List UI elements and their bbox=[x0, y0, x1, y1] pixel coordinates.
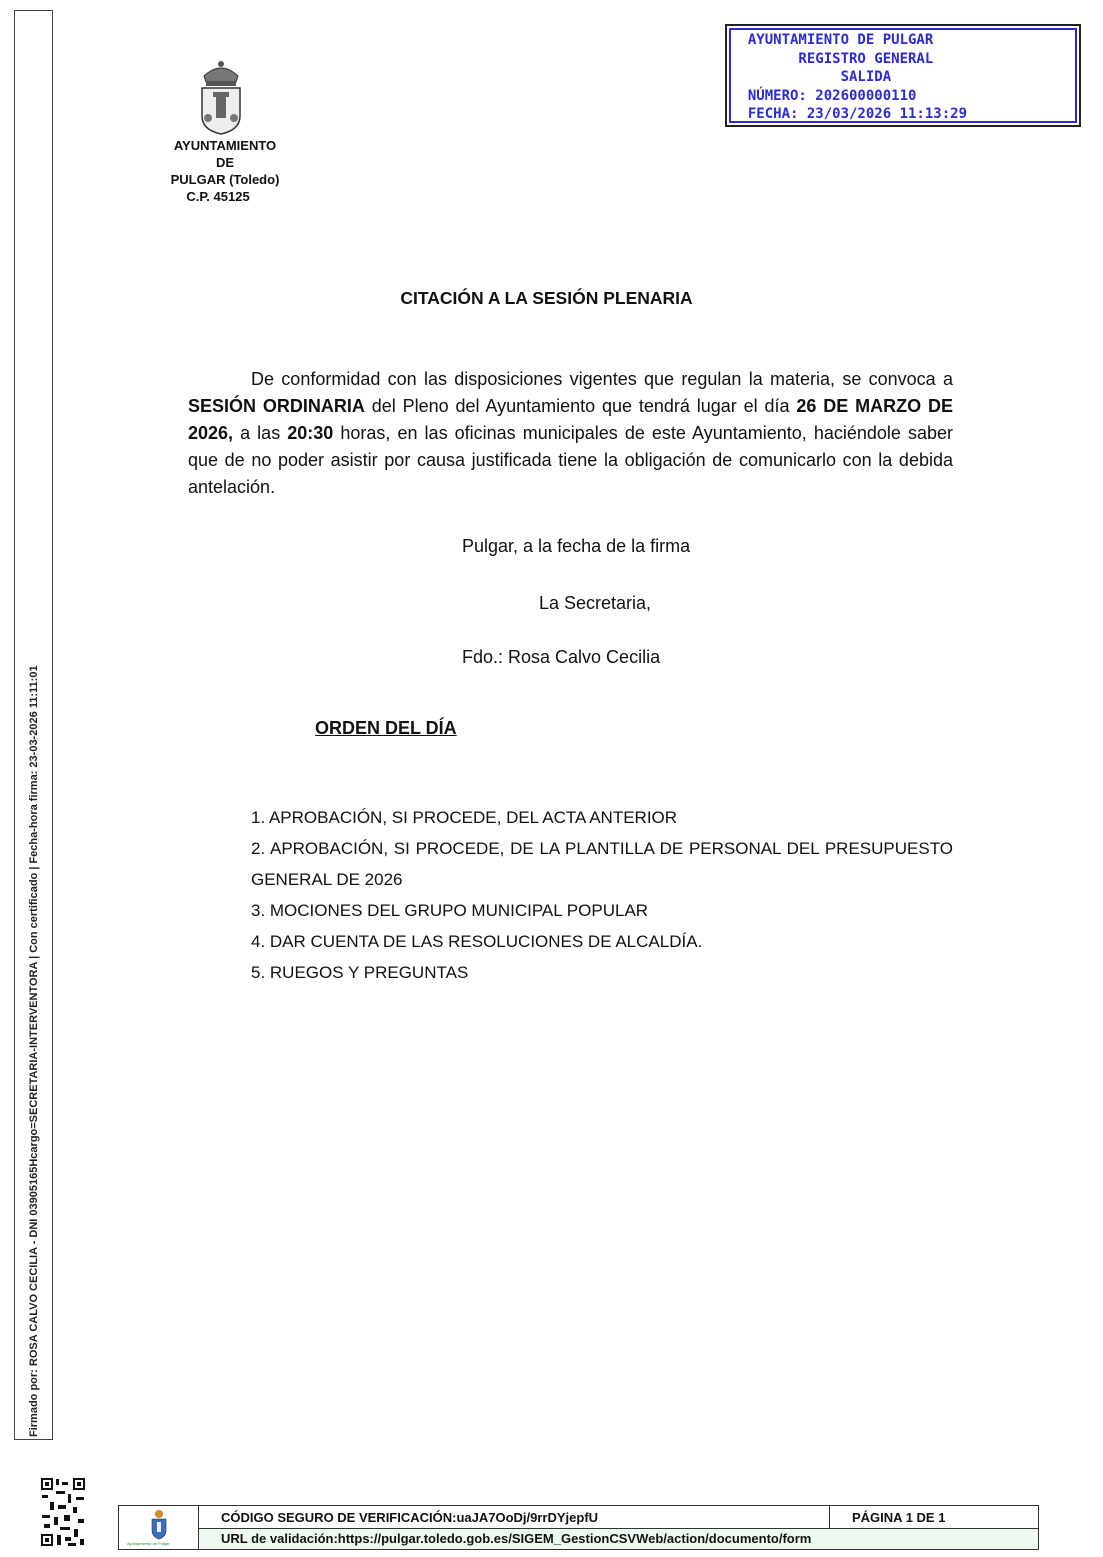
verification-footer bbox=[118, 1505, 1039, 1550]
agenda-item: 1. APROBACIÓN, SI PROCEDE, DEL ACTA ANTERIOR bbox=[251, 808, 678, 827]
header-line: DE bbox=[215, 155, 235, 170]
coat-of-arms-logo bbox=[196, 58, 246, 136]
agenda-list bbox=[251, 802, 953, 988]
text: De conformidad con las disposiciones vigentes que regulan la materia, se convoca a bbox=[251, 369, 953, 389]
stamp-line: SALIDA bbox=[731, 69, 892, 85]
municipality-header bbox=[150, 137, 300, 205]
agenda-item: 2. APROBACIÓN, SI PROCEDE, DE LA PLANTILLA DE PERSONAL DEL PRESUPUESTO GENERAL DE 2026 bbox=[251, 839, 953, 889]
stamp-date: FECHA: 23/03/2026 11:13:29 bbox=[731, 106, 968, 122]
validation-url: URL de validación:https://pulgar.toledo.gob.es/SIGEM_GestionCSVWeb/action/documento/form bbox=[221, 1531, 812, 1546]
footer-logo-caption: Ayuntamiento de Pulgar bbox=[127, 1541, 170, 1546]
session-date: 26 DE MARZO DE 2026, bbox=[188, 396, 953, 443]
agenda-item: 3. MOCIONES DEL GRUPO MUNICIPAL POPULAR bbox=[251, 901, 649, 920]
header-postal-code: C.P. 45125 bbox=[186, 189, 250, 204]
text: del Pleno del Ayuntamiento que tendrá lugar el día bbox=[364, 396, 797, 416]
place-date: Pulgar, a la fecha de la firma bbox=[462, 536, 691, 556]
registry-stamp bbox=[725, 24, 1081, 127]
agenda-item: 5. RUEGOS Y PREGUNTAS bbox=[251, 963, 469, 982]
header-line: AYUNTAMIENTO bbox=[173, 138, 277, 153]
text: a las bbox=[233, 423, 288, 443]
signer-name: Fdo.: Rosa Calvo Cecilia bbox=[462, 647, 661, 667]
session-type: SESIÓN ORDINARIA bbox=[188, 396, 365, 416]
stamp-line: AYUNTAMIENTO DE PULGAR bbox=[731, 32, 934, 48]
document-title: CITACIÓN A LA SESIÓN PLENARIA bbox=[400, 288, 693, 308]
agenda-item: 4. DAR CUENTA DE LAS RESOLUCIONES DE ALCALDÍA. bbox=[251, 932, 703, 951]
footer-logo-cell bbox=[119, 1506, 199, 1549]
convocation-paragraph bbox=[188, 366, 953, 501]
header-line: PULGAR (Toledo) bbox=[170, 172, 280, 187]
signature-text: Firmado por: ROSA CALVO CECILIA - DNI 03905165Hcargo=SECRETARIA-INTERVENTORA | Con certificado | Fecha-hora firma: 23-03-2026 11:11:01 bbox=[28, 665, 40, 1437]
page-indicator: PÁGINA 1 DE 1 bbox=[852, 1510, 946, 1525]
stamp-number: NÚMERO: 202600000110 bbox=[731, 87, 917, 104]
text: horas, en las oficinas municipales de este Ayuntamiento, haciéndole saber que de no poder asistir por causa justificada tiene la obligación de comunicarlo con la debida antelación. bbox=[188, 423, 953, 497]
verification-code: CÓDIGO SEGURO DE VERIFICACIÓN:uaJA7OoDj/9rrDYjepfU bbox=[221, 1510, 599, 1525]
signature-sidebar bbox=[14, 10, 53, 1440]
agenda-heading: ORDEN DEL DÍA bbox=[315, 718, 457, 738]
signer-role: La Secretaria, bbox=[539, 593, 652, 613]
stamp-line: REGISTRO GENERAL bbox=[731, 50, 934, 67]
qr-code bbox=[40, 1477, 86, 1547]
session-time: 20:30 bbox=[287, 423, 334, 443]
